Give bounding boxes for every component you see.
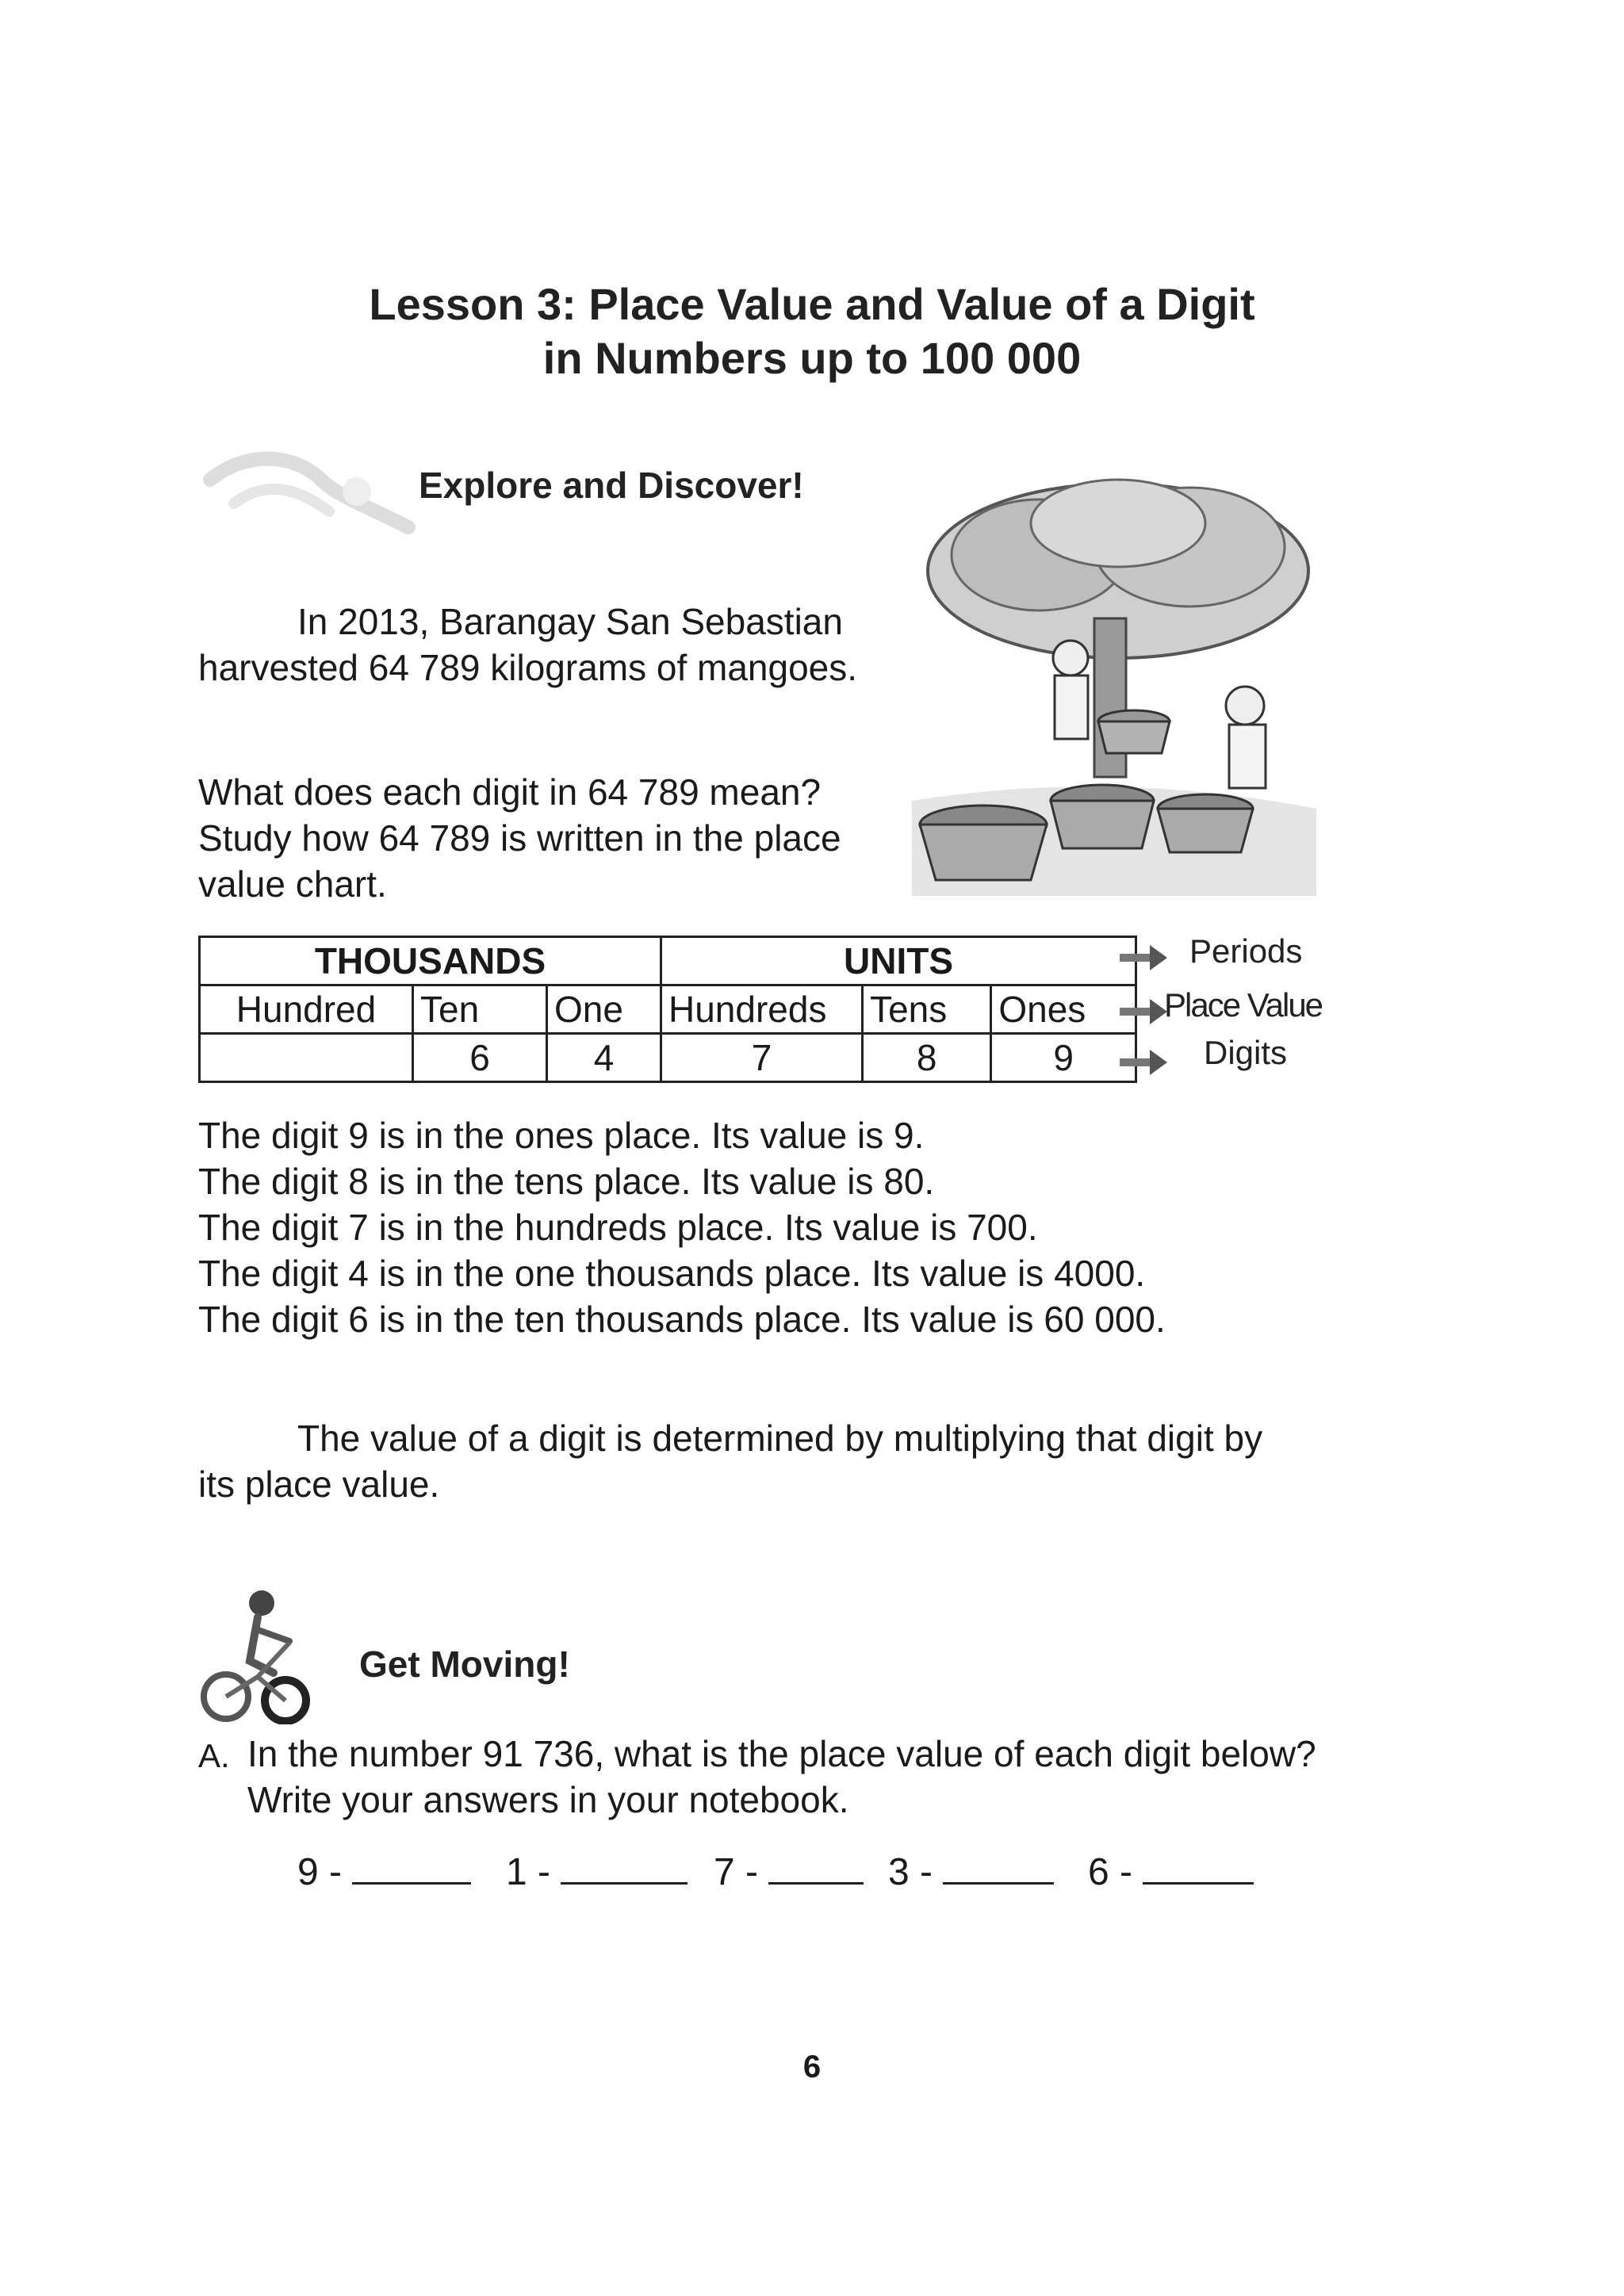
arrow-right-icon [1120, 1054, 1169, 1070]
answer-item [506, 1847, 688, 1894]
lesson-title-line1: Lesson 3: Place Value and Value of a Digit [369, 279, 1255, 329]
explanation-line: The digit 9 is in the ones place. Its value is 9. [198, 1115, 925, 1156]
answer-item [714, 1847, 864, 1894]
digit-cell: 9 [991, 1034, 1136, 1082]
rule-line: The value of a digit is determined by multiplying that digit by [297, 1418, 1263, 1459]
bicycle-kid-icon [194, 1586, 313, 1724]
arrow-right-icon [1120, 950, 1169, 966]
digit-cell: 8 [863, 1034, 991, 1082]
place-cell: Ten [413, 985, 547, 1034]
digit-cell: 4 [547, 1034, 661, 1082]
explore-paragraph-line: harvested 64 789 kilograms of mangoes. [198, 647, 858, 688]
answer-label: 3 - [888, 1851, 933, 1893]
period-units: UNITS [661, 937, 1136, 985]
digit-cell: 6 [413, 1034, 547, 1082]
question-line: In the number 91 736, what is the place value of each digit below? [247, 1733, 1316, 1774]
place-value-row [200, 985, 1136, 1034]
rule-line: its place value. [198, 1464, 440, 1505]
answer-item [1088, 1847, 1254, 1894]
explore-decoration-icon [202, 432, 416, 551]
answer-blank [561, 1847, 688, 1885]
answer-item [297, 1847, 471, 1894]
explore-paragraph-line: What does each digit in 64 789 mean? [198, 771, 822, 813]
explanation-line: The digit 4 is in the one thousands place. Its value is 4000. [198, 1253, 1146, 1294]
explore-paragraph-line: value chart. [198, 863, 387, 905]
mango-harvest-illustration [904, 468, 1324, 896]
get-moving-heading: Get Moving! [359, 1644, 570, 1685]
answer-label: 9 - [297, 1851, 343, 1893]
period-thousands: THOUSANDS [200, 937, 661, 985]
answer-label: 6 - [1088, 1851, 1133, 1893]
place-cell: Tens [863, 985, 991, 1034]
place-value-label: Place Value [1164, 986, 1323, 1024]
place-value-chart [198, 936, 1137, 1083]
explore-paragraph-line: In 2013, Barangay San Sebastian [297, 601, 843, 642]
place-cell: One [547, 985, 661, 1034]
place-cell: Hundreds [661, 985, 863, 1034]
explanation-line: The digit 8 is in the tens place. Its value is 80. [198, 1161, 935, 1202]
lesson-title-line2: in Numbers up to 100 000 [542, 333, 1082, 383]
answer-blank [768, 1847, 864, 1885]
place-cell: Ones [991, 985, 1136, 1034]
page-number: 6 [802, 2049, 822, 2084]
digits-label: Digits [1204, 1034, 1288, 1071]
explore-heading: Explore and Discover! [419, 465, 804, 506]
place-cell: Hundred [200, 985, 413, 1034]
digit-cell: 7 [661, 1034, 863, 1082]
explore-paragraph-line: Study how 64 789 is written in the place [198, 817, 841, 859]
digits-row [200, 1034, 1136, 1082]
periods-row [200, 937, 1136, 985]
answer-item [888, 1847, 1054, 1894]
question-line: Write your answers in your notebook. [247, 1779, 849, 1820]
answer-blank [943, 1847, 1054, 1885]
arrow-right-icon [1120, 1004, 1169, 1020]
answer-blank [352, 1847, 471, 1885]
digit-cell [200, 1034, 413, 1082]
periods-label: Periods [1189, 932, 1303, 970]
item-letter: A. [198, 1737, 230, 1774]
answer-label: 1 - [506, 1851, 551, 1893]
explanation-line: The digit 6 is in the ten thousands place. Its value is 60 000. [198, 1299, 1166, 1340]
explanation-line: The digit 7 is in the hundreds place. Its value is 700. [198, 1207, 1038, 1248]
answer-blank [1143, 1847, 1254, 1885]
answer-label: 7 - [714, 1851, 759, 1893]
